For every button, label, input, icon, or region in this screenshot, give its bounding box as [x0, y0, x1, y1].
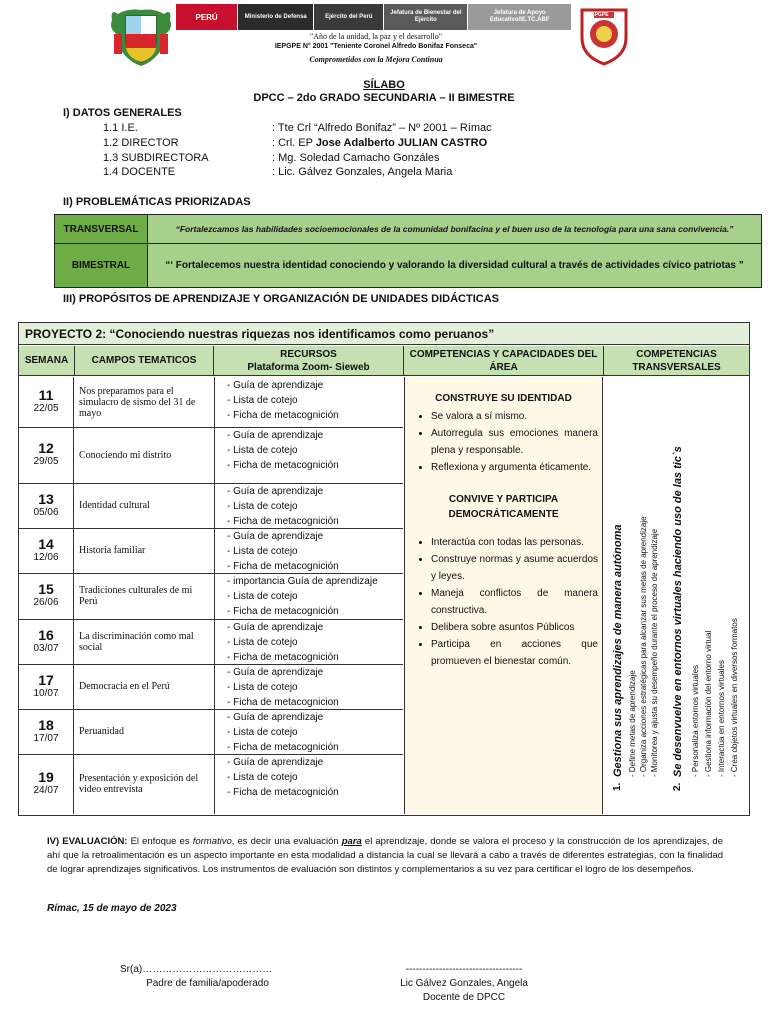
- topic-text: Nos preparamos para el simulacro de sismo del 31 de mayo: [79, 385, 196, 419]
- evaluacion-paragraph: [47, 835, 723, 877]
- topic-cell: [75, 427, 213, 483]
- topic-text: La discriminación como mal social: [79, 630, 194, 653]
- resource-item: - Lista de cotejo: [227, 546, 298, 557]
- trans1-item-text: Organiza acciones estratégicas para alcanzar sus metas de aprendizaje: [639, 516, 648, 773]
- week-number: 17: [38, 671, 54, 688]
- trans2-item-text: Interactúa en entornos virtuales: [717, 660, 726, 773]
- week-number: 12: [38, 440, 54, 456]
- topic-text: Identidad cultural: [79, 500, 150, 511]
- resource-item: - Lista de cotejo: [227, 445, 298, 456]
- week-cell: [19, 483, 74, 528]
- trans2-item: [717, 660, 726, 777]
- topic-text: Historia familiar: [79, 545, 146, 556]
- school-logo: [576, 4, 632, 66]
- header-semana: SEMANA: [19, 346, 75, 376]
- week-date: 10/07: [33, 687, 59, 699]
- doc-title: SÍLABO: [363, 79, 405, 91]
- banner-ejercito: Ejército del Perú: [314, 4, 384, 30]
- resource-item: - Guía de aprendizaje: [227, 531, 324, 542]
- topic-cell: [75, 619, 213, 664]
- resources-cell: [214, 754, 403, 814]
- trans2-item-text: Personaliza entornos virtuales: [691, 664, 700, 773]
- resource-item: - Lista de cotejo: [227, 682, 298, 693]
- resources-cell: [214, 573, 403, 619]
- signature-role-left: Padre de familia/apoderado: [146, 978, 269, 989]
- project-title: PROYECTO 2: “Conociendo nuestras riquezas nos identificamos como peruanos”: [19, 323, 749, 345]
- topic-cell: [75, 664, 213, 709]
- trans1-item-text: Monitorea y ajusta su desempeño durante el proceso de aprendizaje: [650, 528, 659, 773]
- comp2-item: • Participa en acciones que promueven el bienestar común.: [431, 636, 602, 670]
- comp2-item: • Interactúa con todas las personas.: [431, 534, 602, 551]
- resources-cell: [214, 619, 403, 664]
- signature-line-left: Sr(a)…………………………………: [120, 964, 273, 975]
- units-table: [18, 322, 750, 816]
- trans1-num: 1.: [612, 782, 623, 791]
- competencias-cell: [404, 377, 603, 814]
- week-number: 19: [38, 769, 54, 785]
- resource-item: - Ficha de metacognición: [227, 516, 339, 527]
- resource-item: - Lista de cotejo: [227, 591, 298, 602]
- resource-item: - Guía de aprendizaje: [227, 622, 324, 633]
- resource-item: - Ficha de metacognición: [227, 460, 339, 471]
- trans2-item-text: Crea objetos virtuales en diversos formatos: [730, 618, 739, 773]
- dash: -: [704, 772, 713, 777]
- resources-cell: [214, 709, 403, 754]
- trans1-title: Gestiona sus aprendizajes de manera autónoma: [612, 524, 624, 777]
- director-name: Jose Adalberto JULIAN CASTRO: [315, 137, 488, 149]
- datos-heading: I) DATOS GENERALES: [63, 107, 182, 119]
- peru-coat-of-arms: [108, 6, 174, 68]
- transversales-cell: [604, 377, 748, 814]
- comp1-title: CONSTRUYE SU IDENTIDAD: [435, 393, 572, 404]
- topic-text: Peruanidad: [79, 726, 124, 737]
- week-number: 13: [38, 490, 54, 507]
- resource-item: - Ficha de metacognicion: [227, 697, 339, 708]
- trans1-item: [628, 670, 637, 777]
- row-divider: [19, 709, 403, 710]
- week-cell: [19, 619, 74, 664]
- school-logo-text: IEPGPE: [590, 12, 609, 18]
- resource-item: - Guía de aprendizaje: [227, 667, 324, 678]
- bimestral-label: BIMESTRAL: [55, 244, 148, 287]
- evaluacion-text: el aprendizaje, donde se valora el proceso y la construcción de los aprendizajes, de ahí que la retroalimentación es un aspecto importante en esta modalidad a distancia la cual se llevará a cabo a través de diferentes estrategias, con la finalidad de lograr aprendizajes significativos. Los instrumentos de evaluación son distintos y complementarios a su vez para certificar el logro de los desempeños.: [47, 836, 723, 875]
- header-recursos: [214, 346, 404, 376]
- week-date: 17/07: [33, 732, 59, 744]
- comp2-item: • Construye normas y asume acuerdos y leyes.: [431, 551, 602, 585]
- week-cell: [19, 377, 74, 427]
- resources-cell: [214, 427, 403, 483]
- evaluacion-label: IV) EVALUACIÓN:: [47, 836, 128, 847]
- datos-label: 1.3 SUBDIRECTORA: [103, 152, 209, 164]
- signature-name-right: Lic Gálvez Gonzales, Angela: [400, 978, 528, 989]
- year-motto: "Año de la unidad, la paz y el desarrollo": [309, 32, 443, 41]
- director-prefix: : Crl. EP: [272, 137, 316, 149]
- trans2-item: [730, 618, 739, 777]
- bimestral-text: “‘ Fortalecemos nuestra identidad conociendo y valorando la diversidad cultural a través de actividades cívico patriotas ”: [148, 244, 761, 287]
- week-date: 03/07: [33, 642, 59, 654]
- dash: -: [650, 772, 659, 777]
- header-recursos-title: RECURSOS: [280, 348, 337, 360]
- week-date: 29/05: [33, 456, 59, 467]
- datos-value: : Tte Crl “Alfredo Bonifaz” – Nº 2001 – Rímac: [272, 122, 492, 134]
- datos-value: : Lic. Gálvez Gonzales, Angela Maria: [272, 166, 453, 178]
- week-number: 11: [38, 387, 54, 403]
- trans2-num: 2.: [672, 782, 683, 791]
- resource-item: - Lista de cotejo: [227, 727, 298, 738]
- resource-item: - Guía de aprendizaje: [227, 430, 324, 441]
- doc-subtitle: DPCC – 2do GRADO SECUNDARIA – II BIMESTRE: [253, 92, 515, 104]
- row-divider: [19, 528, 403, 529]
- resource-item: - Ficha de metacognición: [227, 410, 339, 421]
- evaluacion-formativo: formativo: [192, 836, 232, 847]
- week-cell: [19, 427, 74, 483]
- row-divider: [19, 427, 403, 428]
- trans2-item-text: Gestiona información del entorno virtual: [704, 630, 713, 773]
- week-date: 05/06: [33, 506, 59, 518]
- school-name: IEPGPE N° 2001 "Teniente Coronel Alfredo Bonifaz Fonseca": [274, 43, 478, 50]
- row-divider: [19, 573, 403, 574]
- dash: -: [628, 772, 637, 777]
- week-cell: [19, 573, 74, 619]
- resource-item: - Guía de aprendizaje: [227, 712, 324, 723]
- topic-cell: [75, 754, 213, 814]
- topic-text: Tradiciones culturales de mi Perú: [79, 585, 193, 607]
- header-transversales: COMPETENCIAS TRANSVERSALES: [604, 346, 749, 376]
- datos-value: : Mg. Soledad Camacho Gonzáles: [272, 152, 440, 164]
- dash: -: [717, 772, 726, 777]
- week-date: 12/06: [33, 551, 59, 563]
- resources-cell: [214, 664, 403, 709]
- topic-cell: [75, 709, 213, 754]
- datos-value: [272, 137, 487, 149]
- resource-item: - Lista de cotejo: [227, 395, 298, 406]
- week-date: 26/06: [33, 597, 59, 608]
- resource-item: - Guía de aprendizaje: [227, 380, 324, 391]
- propositos-heading: III) PROPÓSITOS DE APRENDIZAJE Y ORGANIZACIÓN DE UNIDADES DIDÁCTICAS: [63, 293, 499, 305]
- trans1-item-text: Define metas de aprendizaje: [628, 670, 637, 773]
- signature-line-right: -----------------------------------: [405, 964, 523, 975]
- topic-text: Presentación y exposición del video entrevista: [79, 773, 199, 795]
- dash: -: [691, 772, 700, 777]
- resource-item: - Lista de cotejo: [227, 501, 298, 512]
- topic-text: Democracia en el Perú: [79, 681, 170, 692]
- comp1-item: • Reflexiona y argumenta éticamente.: [431, 459, 602, 476]
- document-date: Rímac, 15 de mayo de 2023: [47, 903, 177, 914]
- transversal-label: TRANSVERSAL: [55, 215, 148, 243]
- resources-cell: [214, 377, 403, 427]
- header-recursos-sub: Plataforma Zoom- Sieweb: [247, 361, 370, 373]
- week-number: 16: [38, 626, 54, 643]
- comp2-item: • Delibera sobre asuntos Públicos: [431, 619, 602, 636]
- evaluacion-text: El enfoque es: [127, 836, 193, 847]
- problematicas-table: [54, 214, 762, 288]
- resource-item: - Ficha de metacognición: [227, 652, 339, 663]
- evaluacion-text: , es decir una evaluación: [231, 836, 342, 847]
- dash: -: [730, 772, 739, 777]
- resource-item: - Ficha de metacognición: [227, 606, 339, 617]
- comp2-title: CONVIVE Y PARTICIPA DEMOCRÁTICAMENTE: [448, 494, 559, 520]
- week-cell: [19, 528, 74, 573]
- trans1-item: [650, 529, 659, 777]
- resource-item: - Ficha de metacognición: [227, 787, 339, 798]
- header-competencias: COMPETENCIAS Y CAPACIDADES DEL ÁREA: [404, 346, 604, 376]
- resource-item: - Ficha de metacognición: [227, 742, 339, 753]
- resources-cell: [214, 528, 403, 573]
- trans2-item: [704, 631, 713, 777]
- row-divider: [19, 619, 403, 620]
- week-number: 18: [38, 716, 54, 733]
- banner-peru: PERÚ: [176, 4, 238, 30]
- banner-apoyo: Jefatura de Apoyo Educativo/IE.TC.ABF: [468, 4, 572, 30]
- week-cell: [19, 664, 74, 709]
- institutional-banner: [176, 4, 572, 30]
- datos-label: 1.1 I.E.: [103, 122, 138, 134]
- resource-item: - Lista de cotejo: [227, 772, 298, 783]
- resource-item: - importancia Guía de aprendizaje: [227, 576, 378, 587]
- datos-label: 1.2 DIRECTOR: [103, 137, 179, 149]
- resource-item: - Guía de aprendizaje: [227, 757, 324, 768]
- topic-text: Conociendo mi distrito: [79, 449, 172, 461]
- resources-cell: [214, 483, 403, 528]
- topic-cell: [75, 573, 213, 619]
- row-divider: [19, 483, 403, 484]
- trans1-item: [639, 516, 648, 777]
- week-date: 24/07: [33, 785, 59, 796]
- banner-bienestar: Jefatura de Bienestar del Ejército: [384, 4, 468, 30]
- datos-label: 1.4 DOCENTE: [103, 166, 176, 178]
- week-number: 14: [38, 535, 54, 552]
- evaluacion-para: para: [341, 836, 362, 847]
- week-number: 15: [38, 581, 54, 597]
- resource-item: - Lista de cotejo: [227, 637, 298, 648]
- transversal-text: “Fortalezcamos las habilidades socioemocionales de la comunidad bonifacina y el buen uso de la tecnología para una sana convivencia.”: [148, 215, 761, 243]
- comp2-item: • Maneja conflictos de manera constructiva.: [431, 585, 602, 619]
- resource-item: - Ficha de metacognición: [227, 561, 339, 572]
- comp1-item: • Se valora a sí mismo.: [431, 408, 602, 425]
- header-campos: CAMPOS TEMATICOS: [75, 346, 214, 376]
- problematicas-heading: II) PROBLEMÁTICAS PRIORIZADAS: [63, 196, 251, 208]
- topic-cell: [75, 483, 213, 528]
- signature-role-right: Docente de DPCC: [422, 992, 506, 1003]
- row-divider: [19, 754, 403, 755]
- week-cell: [19, 709, 74, 754]
- school-slogan: Comprometidos con la Mejora Continua: [309, 55, 443, 64]
- resource-item: - Guía de aprendizaje: [227, 486, 324, 497]
- comp1-item: • Autorregula sus emociones manera plena y responsable.: [431, 425, 602, 459]
- row-divider: [19, 664, 403, 665]
- week-cell: [19, 754, 74, 814]
- trans2-title: Se desenvuelve en entornos virtuales haciendo uso de las tic`s: [672, 446, 684, 777]
- topic-cell: [75, 528, 213, 573]
- bimestral-row: [55, 244, 761, 287]
- topic-cell: [75, 377, 213, 427]
- trans2-item: [691, 665, 700, 777]
- banner-ministerio: Ministerio de Defensa: [238, 4, 314, 30]
- transversal-row: [55, 215, 761, 244]
- dash: -: [639, 772, 648, 777]
- week-date: 22/05: [33, 403, 59, 414]
